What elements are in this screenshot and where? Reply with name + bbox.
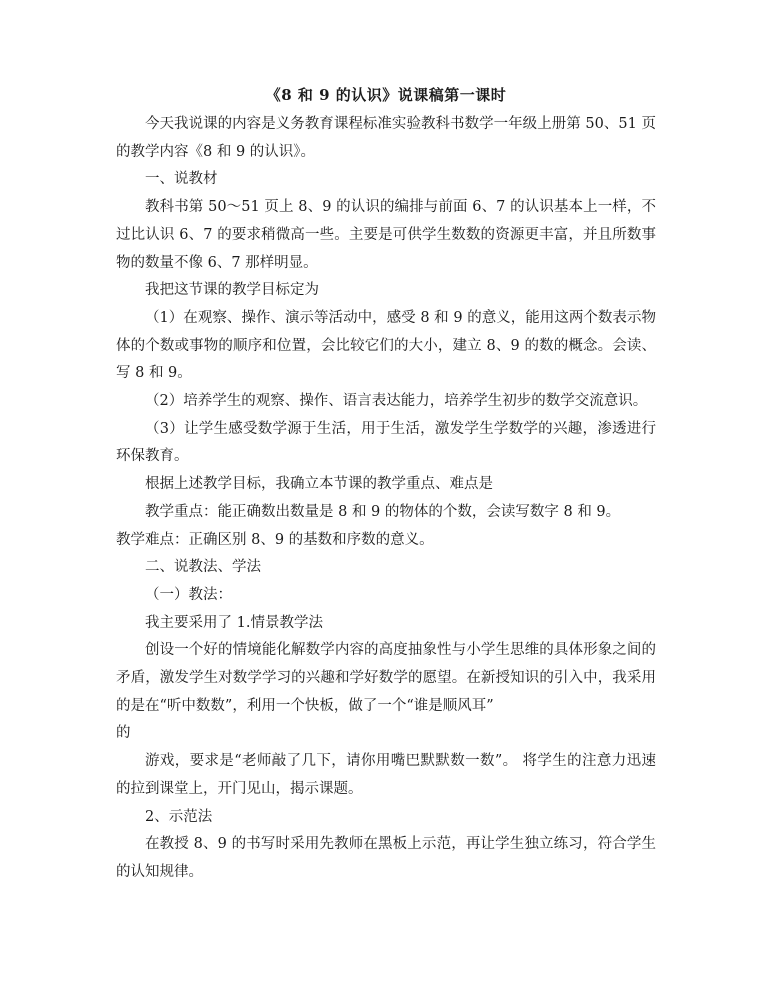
paragraph: 游戏，要求是“老师敲了几下，请你用嘴巴默默数一数”。 将学生的注意力迅速的拉到课堂上，开门见山，揭示课题。	[116, 753, 656, 797]
document-title: 《8 和 9 的认识》说课稿第一课时	[265, 86, 507, 104]
section-heading: 一、说教材	[145, 171, 218, 188]
paragraph: 我主要采用了 1.情景教学法	[145, 614, 323, 631]
paragraph: 在教授 8、9 的书写时采用先教师在黑板上示范，再让学生独立练习，符合学生的认知规律。	[116, 836, 656, 880]
paragraph: 教学难点：正确区别 8、9 的基数和序数的意义。	[116, 531, 434, 548]
section-heading: 二、说教法、学法	[145, 559, 261, 576]
subsection-heading: 2、示范法	[145, 808, 213, 825]
document-body	[116, 111, 656, 887]
paragraph: 今天我说课的内容是义务教育课程标准实验教科书数学一年级上册第 50、51 页的教学内容《8 和 9 的认识》。	[116, 116, 656, 160]
objective-item: （1）在观察、操作、演示等活动中，感受 8 和 9 的意义，能用这两个数表示物体的个数或事物的顺序和位置，会比较它们的大小，建立 8、9 的数的概念。会读、写 8 和 9。	[116, 309, 656, 382]
objective-item: （3）让学生感受数学源于生活，用于生活，激发学生学数学的兴趣，渗透进行环保教育。	[116, 420, 656, 465]
paragraph: 教学重点：能正确数出数量是 8 和 9 的物体的个数，会读写数字 8 和 9。	[145, 503, 621, 520]
paragraph: 教科书第 50～51 页上 8、9 的认识的编排与前面 6、7 的认识基本上一样，不过比认识 6、7 的要求稍微高一些。主要是可供学生数数的资源更丰富，并且所数事物的数量不像 6、7 那样明显。	[116, 199, 656, 271]
paragraph: 我把这节课的教学目标定为	[145, 282, 319, 299]
document-page	[116, 84, 656, 887]
paragraph: 创设一个好的情境能化解数学内容的高度抽象性与小学生思维的具体形象之间的矛盾，激发学生对数学学习的兴趣和学好数学的愿望。在新授知识的引入中，我采用的是在“听中数数”，利用一个快板，做了一个“谁是顺风耳”	[116, 642, 656, 714]
subsection-heading: （一）教法：	[145, 586, 232, 603]
objective-item: （2）培养学生的观察、操作、语言表达能力，培养学生初步的数学交流意识。	[145, 393, 648, 410]
paragraph: 根据上述教学目标，我确立本节课的教学重点、难点是	[145, 476, 493, 493]
paragraph: 的	[116, 725, 131, 742]
